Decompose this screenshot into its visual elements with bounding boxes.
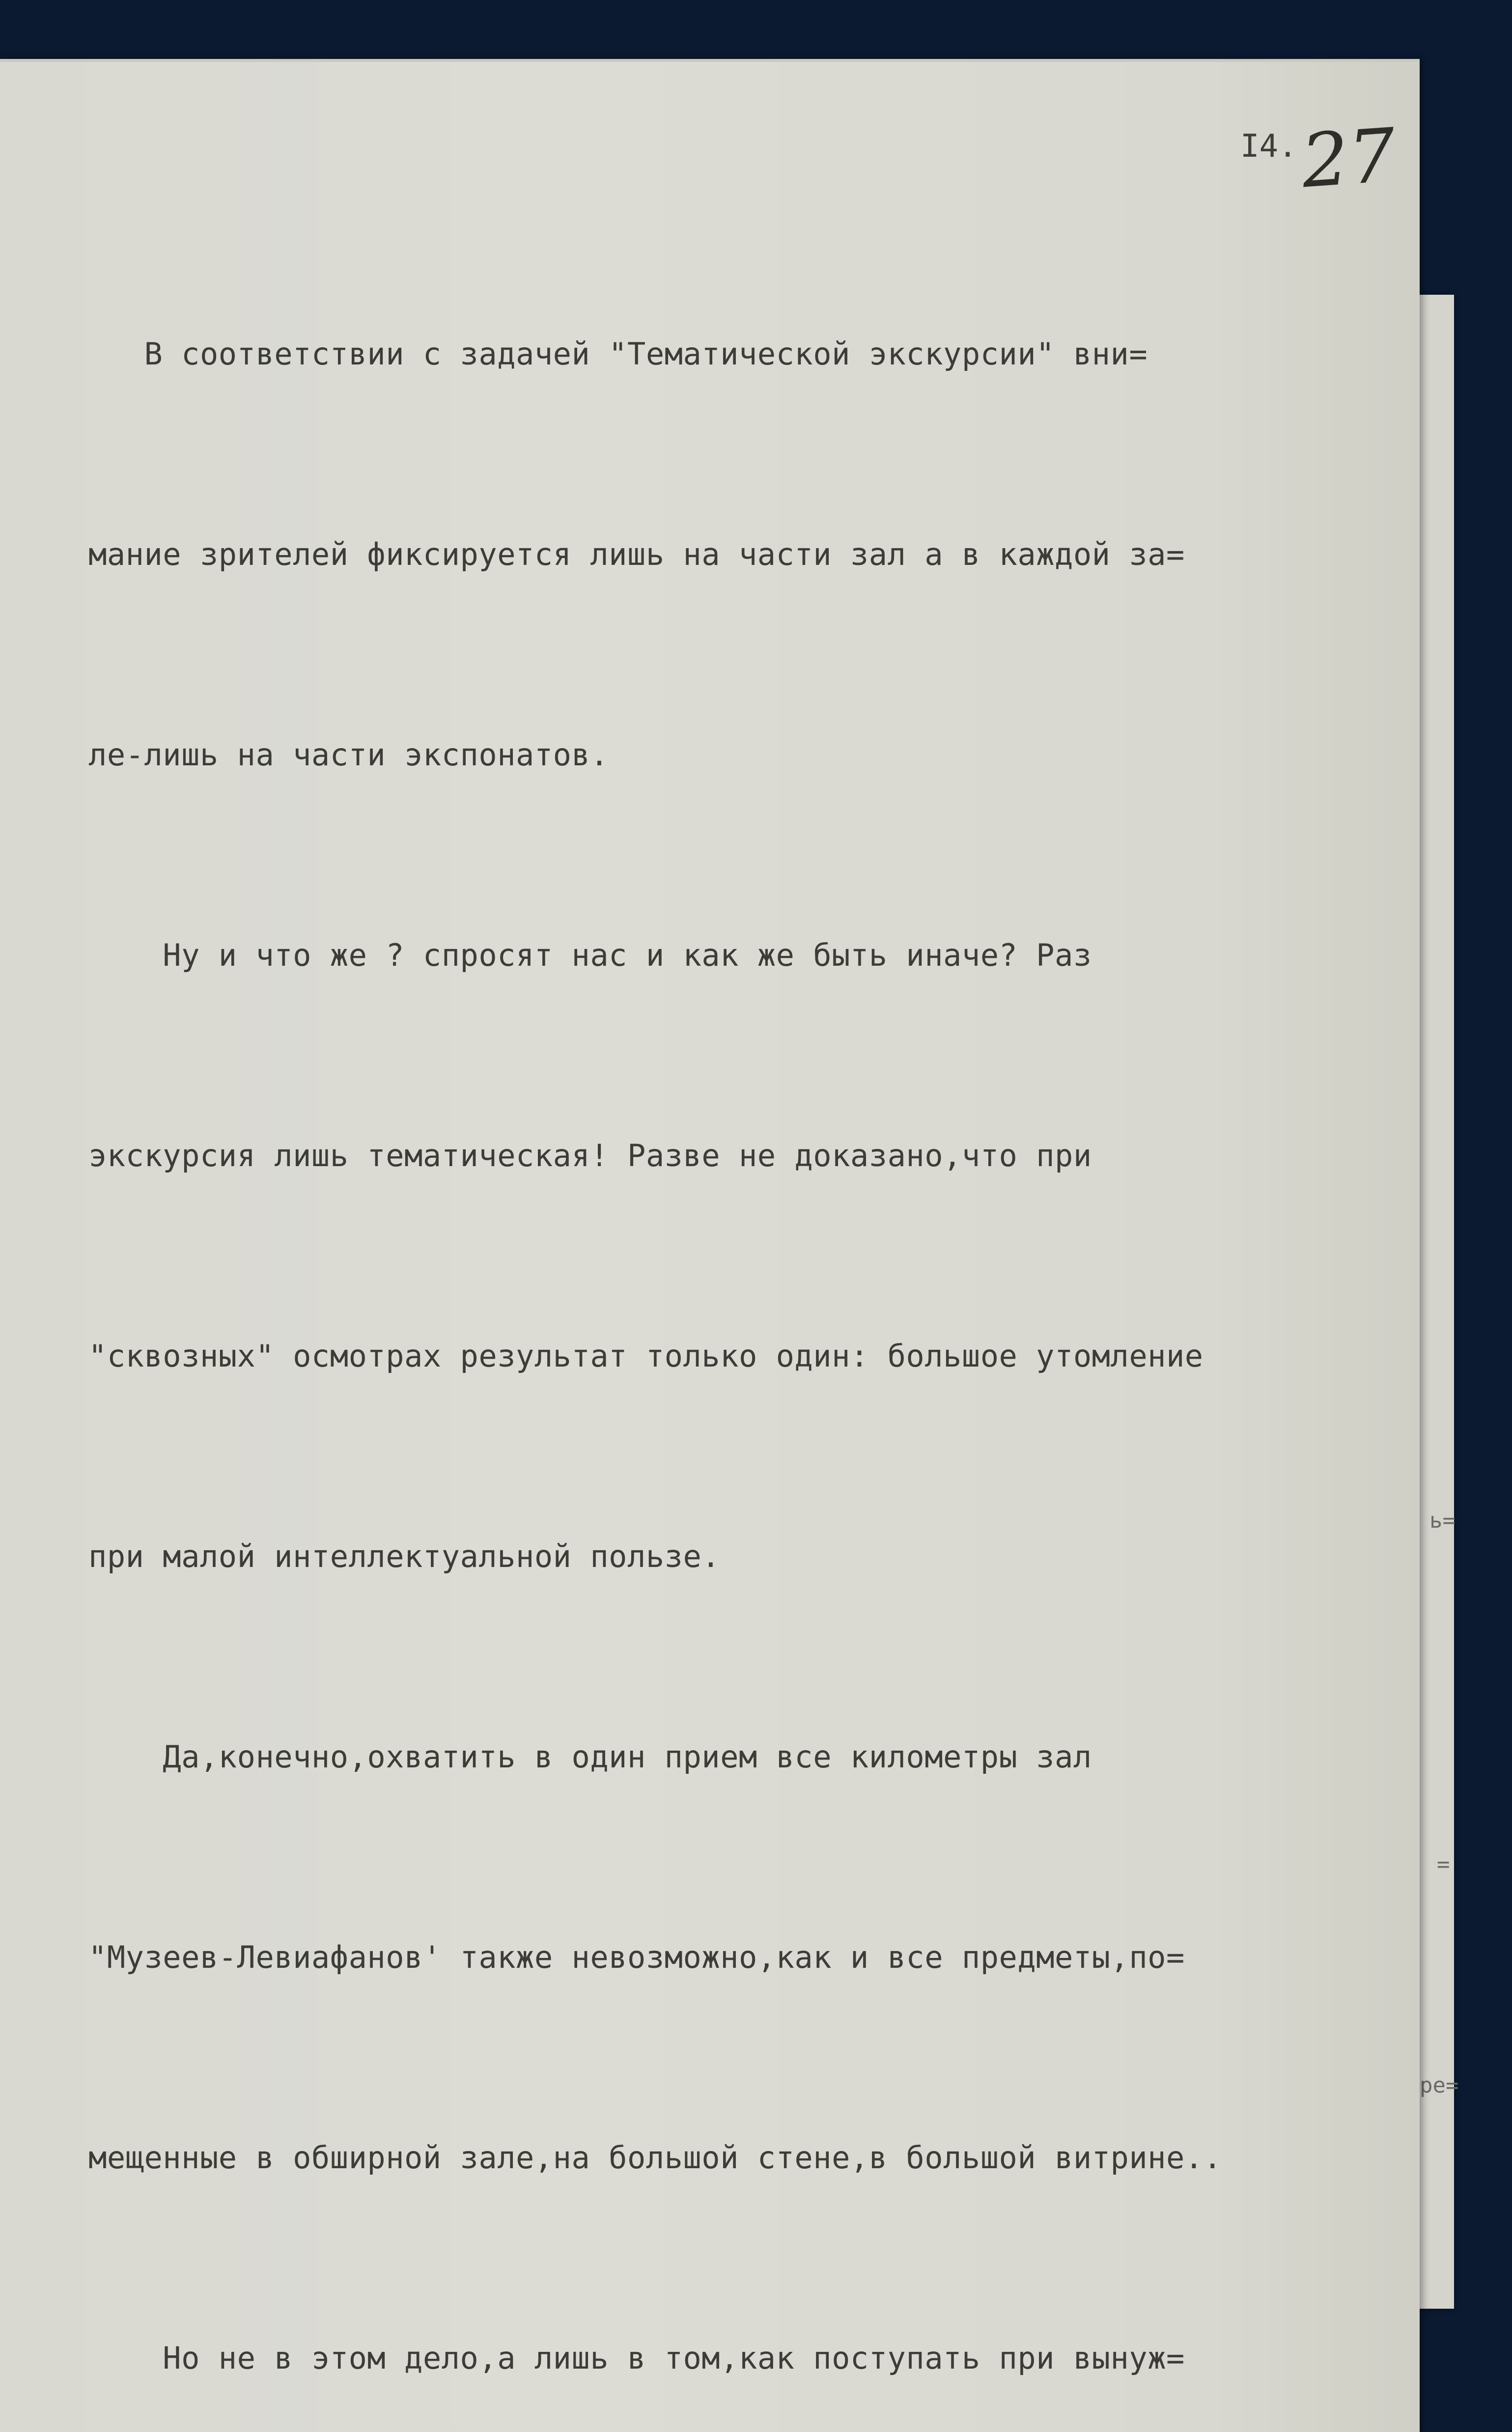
text-line: мещенные в обширной зале,на большой стене,в большой витрине.. [88, 2140, 1222, 2176]
text-line: Ну и что же ? спросят нас и как же быть иначе? Раз [88, 937, 1092, 973]
margin-mark: ь= [1429, 1508, 1456, 1533]
margin-mark: = [1437, 1852, 1450, 1877]
text-line: Да,конечно,охватить в один прием все километры зал [88, 1739, 1092, 1775]
text-line: экскурсия лишь тематическая! Разве не доказано,что при [88, 1138, 1092, 1174]
text-line: мание зрителей фиксируется лишь на части зал а в каждой за= [88, 536, 1185, 572]
typewritten-page [0, 59, 1420, 2432]
text-line: "сквозных" осмотрах результат только один: большое утомление [88, 1338, 1204, 1374]
text-line: ле-лишь на части экспонатов. [88, 737, 609, 773]
text-line: при малой интеллектуальной пользе. [88, 1538, 721, 1574]
typewritten-text [88, 187, 1415, 2432]
text-line: "Музеев-Левиафанов' также невозможно,как и все предметы,по= [88, 1939, 1185, 1975]
text-line: Но не в этом дело,а лишь в том,как поступать при вынуж= [88, 2340, 1185, 2376]
text-line: В соответствии с задачей "Тематической экскурсии" вни= [88, 336, 1148, 372]
margin-mark: ре= [1420, 2073, 1459, 2098]
handwritten-folio-number: 27 [1299, 112, 1399, 205]
page-number: I4. [1240, 128, 1297, 165]
